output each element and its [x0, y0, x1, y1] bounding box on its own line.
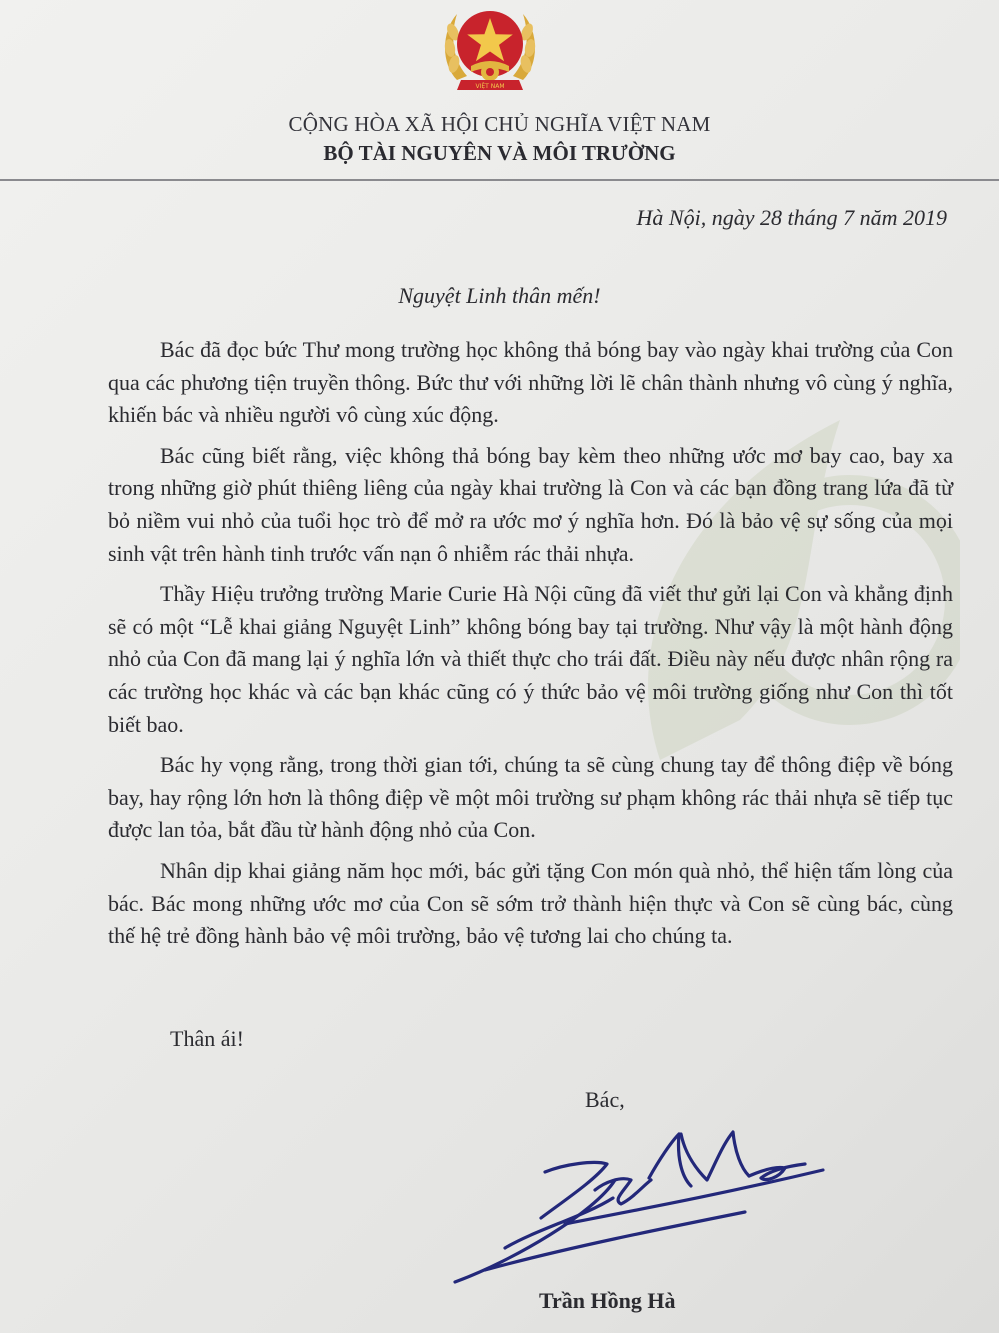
letter-paragraph: Thầy Hiệu trưởng trường Marie Curie Hà Nội cũng đã viết thư gửi lại Con và khẳng định sẽ có một “Lễ khai giảng Nguyệt Linh” không bóng bay tại trường. Như vậy là một hành động nhỏ của Con đã mang lại ý nghĩa lớn và thiết thực cho trái đất. Điều này nếu được nhân rộng ra các trường học khác và các bạn khác cũng có ý thức bảo vệ môi trường giống như Con thì tốt biết bao.	[108, 581, 953, 737]
letter-salutation: Nguyệt Linh thân mến!	[398, 283, 601, 308]
ministry-name-heading: BỘ TÀI NGUYÊN VÀ MÔI TRƯỜNG	[323, 141, 676, 165]
letter-body	[108, 334, 953, 961]
emblem-ribbon-text: VIỆT NAM	[475, 83, 505, 90]
national-emblem-icon	[437, 2, 543, 98]
handwritten-signature-icon	[445, 1120, 835, 1290]
signer-name: Trần Hồng Hà	[539, 1288, 676, 1313]
header-divider	[0, 179, 999, 181]
letter-signoff: Bác,	[585, 1087, 625, 1112]
letter-paragraph: Bác hy vọng rằng, trong thời gian tới, chúng ta sẽ cùng chung tay để thông điệp về bóng bay, hay rộng lớn hơn là thông điệp về một môi trường sư phạm không rác thải nhựa sẽ tiếp tục được lan tỏa, bắt đầu từ hành động nhỏ của Con.	[108, 752, 953, 843]
letter-paragraph: Bác đã đọc bức Thư mong trường học không thả bóng bay vào ngày khai trường của Con qua các phương tiện truyền thông. Bức thư với những lời lẽ chân thành nhưng vô cùng ý nghĩa, khiến bác và nhiều người vô cùng xúc động.	[108, 337, 953, 428]
letter-paragraph: Bác cũng biết rằng, việc không thả bóng bay kèm theo những ước mơ bay cao, bay xa trong những giờ phút thiêng liêng của ngày khai trường là Con và các bạn đồng trang lứa đã từ bỏ niềm vui nhỏ của tuổi học trò để mở ra ước mơ ý nghĩa hơn. Đó là bảo vệ sự sống của mọi sinh vật trên hành tinh trước vấn nạn ô nhiễm rác thải nhựa.	[108, 442, 953, 566]
letter-closing: Thân ái!	[170, 1026, 244, 1051]
letter-date: Hà Nội, ngày 28 tháng 7 năm 2019	[636, 205, 947, 230]
letter-paragraph: Nhân dịp khai giảng năm học mới, bác gửi tặng Con món quà nhỏ, thể hiện tấm lòng của bác. Bác mong những ước mơ của Con sẽ sớm trở thành hiện thực và Con sẽ cùng bác, cùng thế hệ trẻ đồng hành bảo vệ môi trường, bảo vệ tương lai cho chúng ta.	[108, 857, 953, 949]
country-name-heading: CỘNG HÒA XÃ HỘI CHỦ NGHĨA VIỆT NAM	[288, 112, 711, 136]
